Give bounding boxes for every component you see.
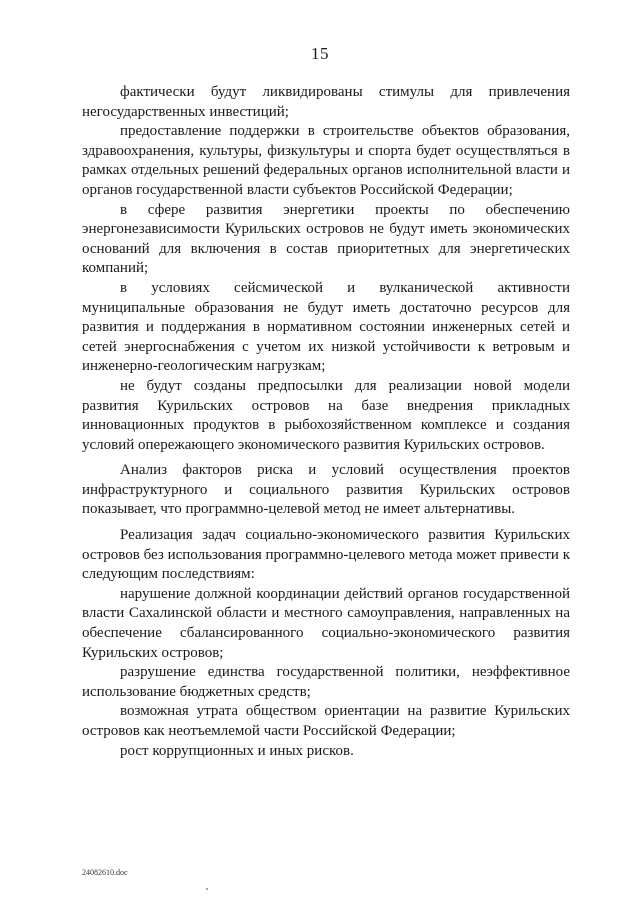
paragraph: нарушение должной координации действий органов государственной власти Сахалинской области и местного самоуправления, направленных на обеспечение сбалансированного социально-экономического развития Курильских островов; [82, 585, 570, 661]
scan-mark [206, 888, 208, 890]
paragraph: предоставление поддержки в строительстве объектов образования, здравоохранения, культуры, физкультуры и спорта будет осуществляться в рамках отдельных решений федеральных органов исполнительной власти и органов государственной власти субъектов Российской Федерации; [82, 123, 570, 198]
paragraph: фактически будут ликвидированы стимулы для привлечения негосударственных инвестиций; [82, 84, 570, 120]
paragraph: возможная утрата обществом ориентации на развитие Курильских островов как неотъемлемой части Российской Федерации; [82, 703, 570, 739]
document-body [82, 83, 570, 761]
paragraph: Реализация задач социально-экономического развития Курильских островов без использования программно-целевого метода может привести к следующим последствиям: [82, 527, 570, 583]
page-number: 15 [311, 44, 329, 63]
paragraph: Анализ факторов риска и условий осуществления проектов инфраструктурного и социального развития Курильских островов показывает, что программно-целевой метод не имеет альтернативы. [82, 462, 570, 518]
paragraph: в сфере развития энергетики проекты по обеспечению энергонезависимости Курильских островов не будут иметь экономических оснований для включения в состав приоритетных для энергетических компаний; [82, 201, 570, 277]
paragraph: рост коррупционных и иных рисков. [120, 742, 354, 759]
paragraph: в условиях сейсмической и вулканической активности муниципальные образования не будут иметь достаточно ресурсов для развития и поддержания в нормативном состоянии инженерных сетей и сетей энергоснабжения с учетом их низкой устойчивости к ветровым и инженерно-геологическим нагрузкам; [82, 279, 570, 375]
paragraph: разрушение единства государственной политики, неэффективное использование бюджетных средств; [82, 664, 570, 700]
paragraph: не будут созданы предпосылки для реализации новой модели развития Курильских островов на базе внедрения прикладных инновационных продуктов в рыбохозяйственном комплексе и создания условий опережающего экономического развития Курильских островов. [82, 377, 570, 453]
footer-filename: 24082610.doc [82, 868, 128, 877]
